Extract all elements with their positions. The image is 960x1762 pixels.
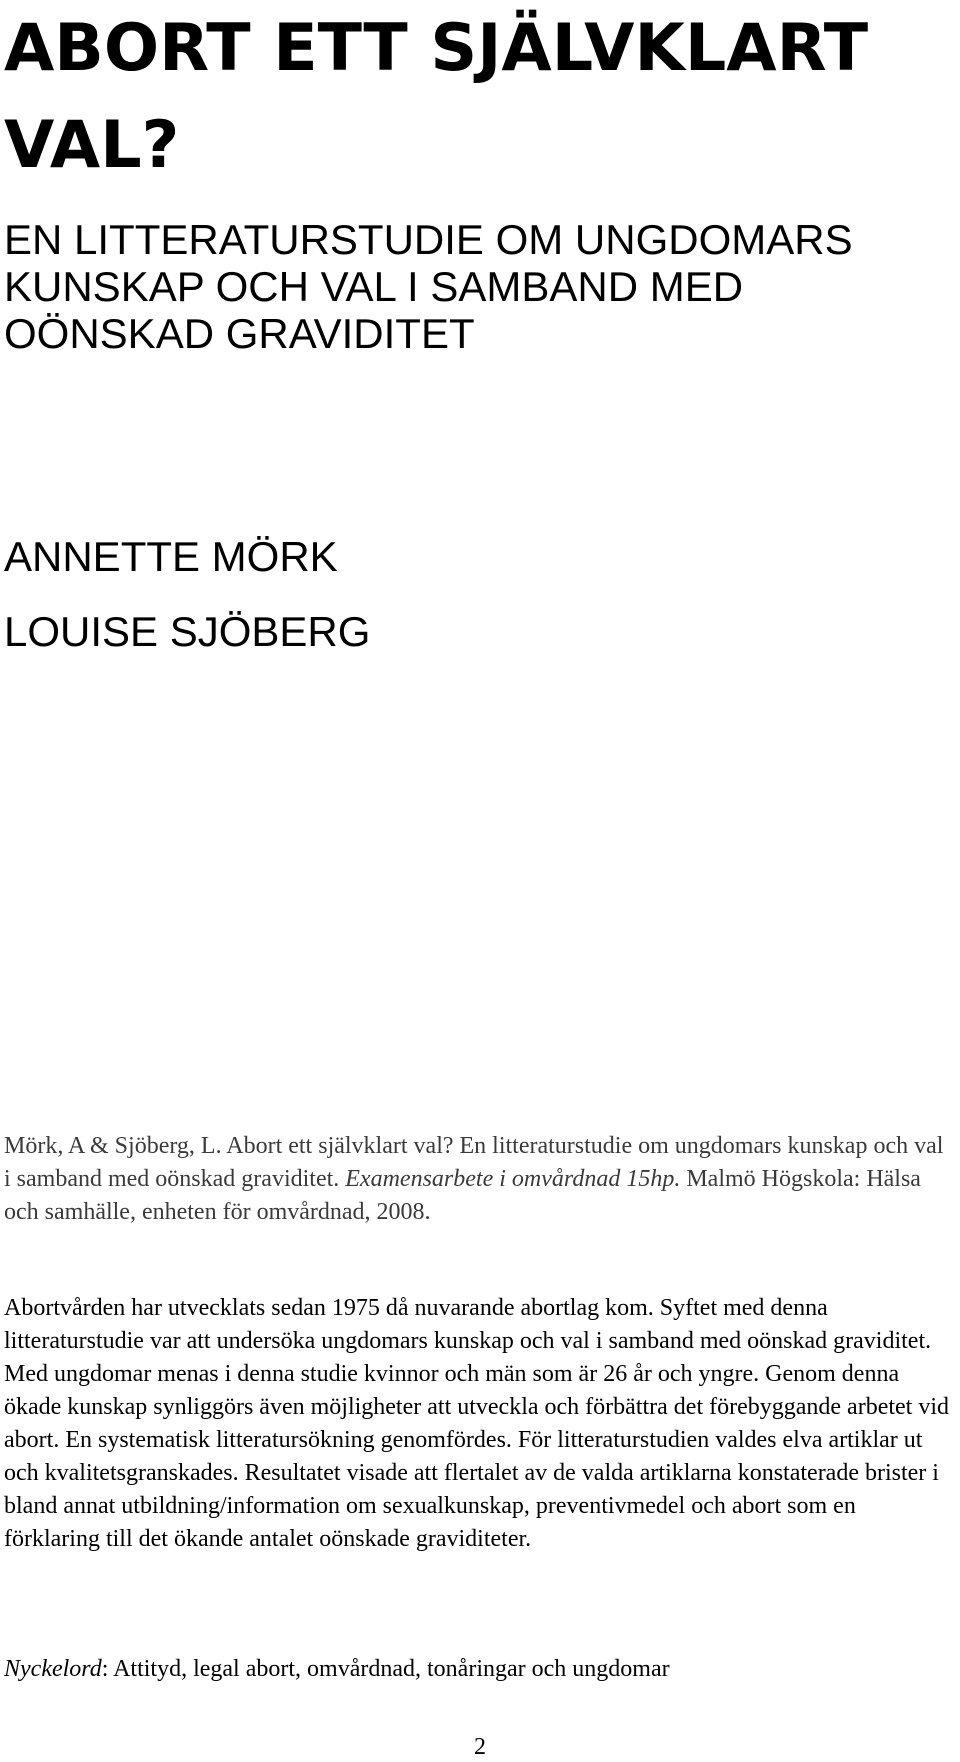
citation-text: Mörk, A & Sjöberg, L. Abort ett självklart val? En litteraturstudie om ungdomars kunskap och val i samband med oönskad graviditet. <box>4 1133 944 1192</box>
document-title: ABORT ETT SJÄLVKLART VAL? <box>4 11 869 183</box>
page-number: 2 <box>474 1734 486 1760</box>
abstract-paragraph: Abortvården har utvecklats sedan 1975 då nuvarande abortlag kom. Syftet med denna litteraturstudie var att undersöka ungdomars kunskap och val i samband med oönskad graviditet. Med ungdomar menas i denna studie kvinnor och män som är 26 år och yngre. Genom denna ökade kunskap synliggörs även möjligheter att utveckla och förbättra det förebyggande arbetet vid abort. En systematisk litteratursökning genomfördes. För litteraturstudien valdes elva artiklar ut och kvalitetsgranskades. Resultatet visade att flertalet av de valda artiklarna konstaterade brister i bland annat utbildning/information om sexualkunskap, preventivmedel och abort som en förklaring till det ökande antalet oönskade graviditeter. <box>4 1295 950 1552</box>
keywords-text: Attityd, legal abort, omvårdnad, tonåringar och ungdomar <box>113 1656 670 1682</box>
citation-publisher: Malmö Högskola: Hälsa och samhälle, enheten för omvårdnad, 2008. <box>4 1166 921 1225</box>
author-name: LOUISE SJÖBERG <box>4 608 371 655</box>
keywords-line <box>4 1653 956 1686</box>
document-subtitle: EN LITTERATURSTUDIE OM UNGDOMARS KUNSKAP OCH VAL I SAMBAND MED OÖNSKAD GRAVIDITET <box>4 216 853 357</box>
citation <box>4 1130 956 1229</box>
author-list <box>4 527 954 677</box>
citation-italic: Examensarbete i omvårdnad 15hp. <box>345 1166 681 1192</box>
author-name: ANNETTE MÖRK <box>4 533 338 580</box>
keywords-label: Nyckelord <box>4 1656 102 1682</box>
keywords-separator: : <box>101 1656 114 1682</box>
